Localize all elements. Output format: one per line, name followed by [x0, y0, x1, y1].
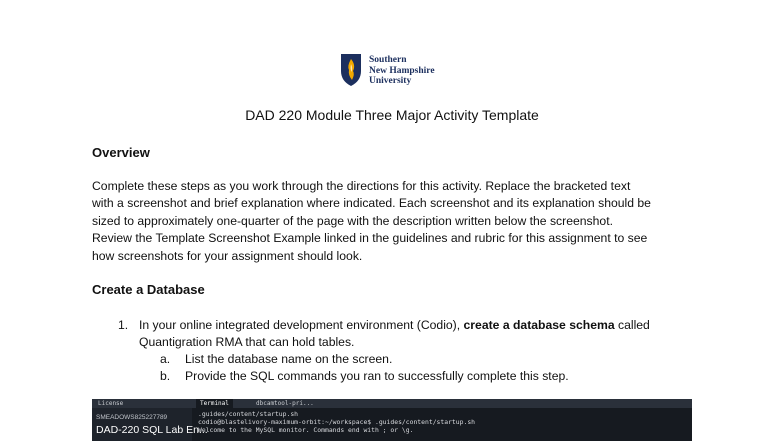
list-item-text: In your online integrated development environment (Codio), — [139, 318, 464, 332]
embedded-screenshot — [92, 399, 692, 441]
terminal-line: Welcome to the MySQL monitor. Commands end with ; or \g. — [198, 426, 414, 434]
sub-item-marker: b. — [160, 369, 171, 383]
overview-heading: Overview — [92, 145, 150, 160]
screenshot-tab-bar — [92, 399, 692, 408]
terminal-line: .guides/content/startup.sh — [198, 410, 299, 418]
sub-item-b: Provide the SQL commands you ran to successfully complete this step. — [185, 369, 569, 383]
overview-line: Review the Template Screenshot Example linked in the guidelines and rubric for this assignment to see — [92, 231, 648, 246]
tab-license: License — [98, 400, 124, 407]
screenshot-project-name: DAD-220 SQL Lab En... — [96, 424, 208, 436]
screenshot-terminal-output — [198, 410, 475, 434]
section-heading: Create a Database — [92, 282, 205, 297]
terminal-line: codio@blastelivory-maximum-orbit:~/workspace$ .guides/content/startup.sh — [198, 418, 476, 426]
logo-line-2: New Hampshire — [369, 65, 435, 76]
overview-line: how screenshots for your assignment should look. — [92, 248, 363, 263]
sub-item-a: List the database name on the screen. — [185, 352, 393, 366]
list-item-text: called — [614, 318, 650, 332]
screenshot-username: SMEADOWS825227789 — [96, 414, 168, 421]
university-logo — [340, 53, 450, 89]
overview-paragraph — [92, 178, 707, 265]
overview-line: sized to approximately one-quarter of the page with the description written below the screenshot. — [92, 213, 613, 228]
tab-terminal: Terminal — [196, 399, 233, 408]
shield-flame-icon — [340, 53, 362, 87]
overview-line: with a screenshot and brief explanation where indicated. Each screenshot and its explanation should be — [92, 196, 651, 211]
overview-line: Complete these steps as you work through the directions for this activity. Replace the bracketed text — [92, 179, 631, 193]
logo-wordmark — [369, 55, 459, 87]
logo-line-3: University — [369, 76, 412, 86]
list-item-1 — [139, 317, 650, 334]
list-item-1-line-2: Quantigration RMA that can hold tables. — [139, 335, 355, 349]
list-item-bold-text: create a database schema — [463, 318, 615, 332]
logo-line-1: Southern — [369, 55, 407, 65]
document-title: DAD 220 Module Three Major Activity Template — [245, 107, 539, 123]
sub-item-marker: a. — [160, 352, 171, 366]
tab-dbcamtool: dbcamtool-pri... — [256, 400, 314, 407]
list-item-number: 1. — [118, 318, 129, 332]
